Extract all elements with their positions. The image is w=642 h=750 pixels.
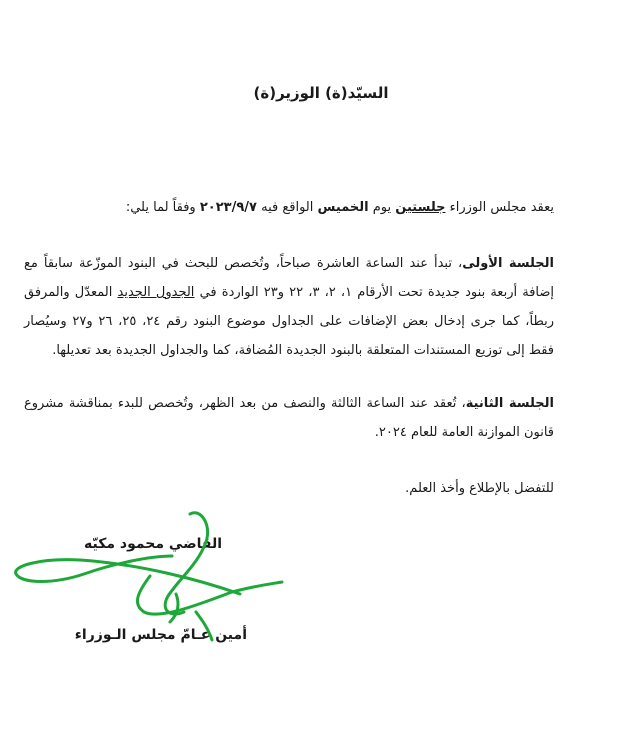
new-table-reference: الجدول الجديد <box>117 285 195 300</box>
session-two-label: الجلسة الثانية <box>465 396 554 411</box>
intro-line <box>126 200 554 215</box>
signatory-title: أمين عـامّ مجلس الـوزراء <box>74 627 247 643</box>
session-two-text: ، تُعقد عند الساعة الثالثة والنصف من بعد الظهر، وتُخصص للبدء بمناقشة مشروع قانون الموازنة العامة للعام ٢٠٢٤. <box>24 396 554 440</box>
sessions-word: جلستين <box>395 200 446 215</box>
session-two-paragraph <box>24 389 554 447</box>
intro-text-3: الواقع فيه <box>256 200 318 215</box>
session-one-label: الجلسة الأولى <box>462 256 554 271</box>
session-one-paragraph <box>24 249 554 365</box>
document-title: السيّد(ة) الوزير(ة) <box>253 84 389 102</box>
meeting-day: الخميس <box>317 200 369 215</box>
intro-text-4: وفقاً لما يلي: <box>125 200 200 215</box>
signatory-name: القاضي محمود مكيّه <box>84 536 222 552</box>
session-one-text-1: ، تبدأ عند الساعة العاشرة صباحاً، وتُخصص للبحث في البنود الموزّعة سابقاً مع إضافة أربعة بنود جديدة تحت الأرقام ١، ٢، ٣، ٢٢ و٢٣ الواردة في <box>24 256 555 300</box>
intro-text-2: يوم <box>368 200 396 215</box>
meeting-date: ٢٠٢٣/٩/٧ <box>199 200 257 215</box>
intro-text-1: يعقد مجلس الوزراء <box>445 200 554 215</box>
session-one-text-2: المعدّل والمرفق ربطاً، كما جرى إدخال بعض الإضافات على الجداول موضوع البنود رقم ٢٤، ٢٥، ٢٦ و٢٧ وسيُصار فقط إلى توزيع المستندات المتعلقة بالبنود الجديدة المُضافة، كما والجداول الجديدة بعد تعديلها. <box>24 285 554 358</box>
closing-line: للتفضل بالإطلاع وأخذ العلم. <box>405 481 554 496</box>
